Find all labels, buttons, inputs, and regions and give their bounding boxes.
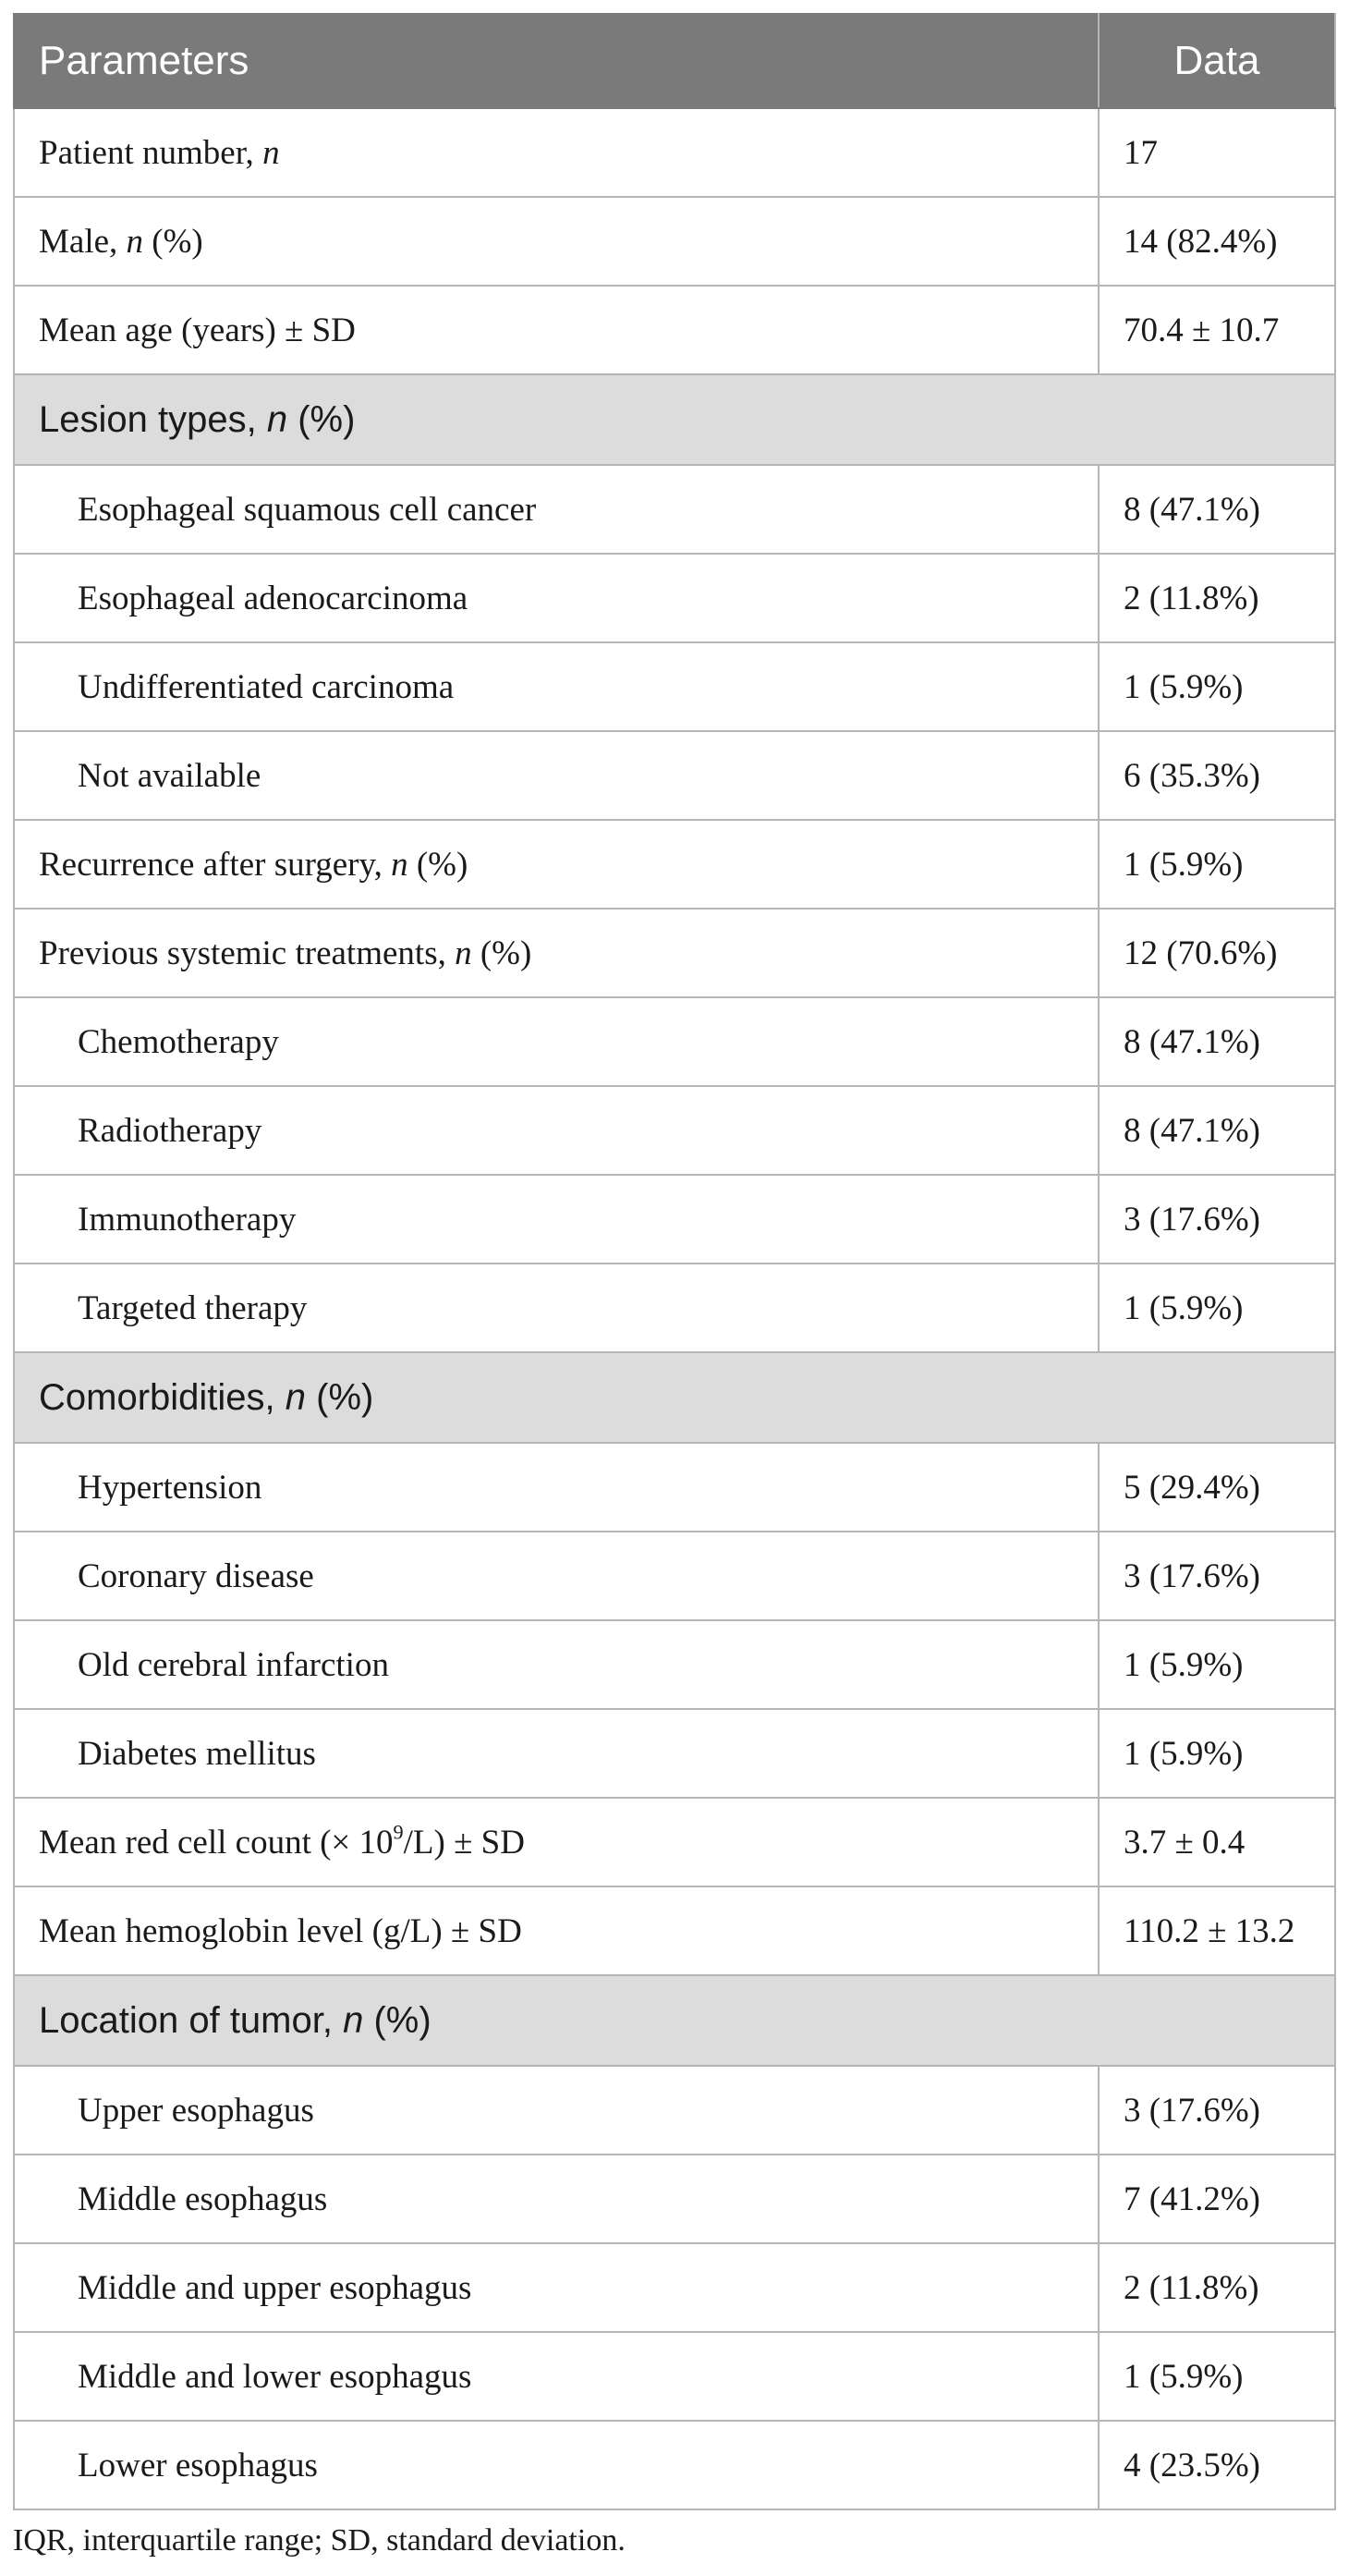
table-header: [14, 14, 1335, 108]
row-label: Mean age (years) ± SD: [14, 286, 1099, 374]
row-value: 1 (5.9%): [1099, 2332, 1335, 2421]
table-footnote: IQR, interquartile range; SD, standard deviation.: [13, 2523, 626, 2558]
row-value: 1 (5.9%): [1099, 820, 1335, 909]
row-label: Middle and lower esophagus: [14, 2332, 1099, 2421]
row-label: Not available: [14, 731, 1099, 820]
row-value: 7 (41.2%): [1099, 2155, 1335, 2243]
row-label: Diabetes mellitus: [14, 1709, 1099, 1798]
table-row: [14, 820, 1335, 909]
row-value: 3 (17.6%): [1099, 2066, 1335, 2155]
row-value: 3.7 ± 0.4: [1099, 1798, 1335, 1886]
row-label: Male, n (%): [14, 197, 1099, 286]
section-label: Lesion types, n (%): [14, 374, 1335, 465]
row-label: Radiotherapy: [14, 1086, 1099, 1175]
table-row: [14, 1620, 1335, 1709]
table-row: [14, 2155, 1335, 2243]
table-row: [14, 1443, 1335, 1532]
row-label: Mean hemoglobin level (g/L) ± SD: [14, 1886, 1099, 1975]
row-label: Middle esophagus: [14, 2155, 1099, 2243]
row-value: 4 (23.5%): [1099, 2421, 1335, 2509]
row-label: Recurrence after surgery, n (%): [14, 820, 1099, 909]
section-label: Location of tumor, n (%): [14, 1975, 1335, 2066]
table-row: [14, 2421, 1335, 2509]
row-value: 1 (5.9%): [1099, 1709, 1335, 1798]
table-row: [14, 197, 1335, 286]
row-value: 5 (29.4%): [1099, 1443, 1335, 1532]
table-row: [14, 731, 1335, 820]
row-label: Undifferentiated carcinoma: [14, 642, 1099, 731]
table-row: [14, 1264, 1335, 1352]
header-data: Data: [1099, 14, 1335, 108]
table-row: [14, 1886, 1335, 1975]
section-header-lesion-types: [14, 374, 1335, 465]
row-label: Coronary disease: [14, 1532, 1099, 1620]
row-label: Patient number, n: [14, 108, 1099, 197]
row-value: 8 (47.1%): [1099, 1086, 1335, 1175]
table-row: [14, 2243, 1335, 2332]
table-row: [14, 997, 1335, 1086]
characteristics-table: [13, 13, 1336, 2510]
table-row: [14, 1086, 1335, 1175]
row-value: 70.4 ± 10.7: [1099, 286, 1335, 374]
row-value: 6 (35.3%): [1099, 731, 1335, 820]
row-value: 3 (17.6%): [1099, 1532, 1335, 1620]
table-row: [14, 465, 1335, 554]
row-value: 1 (5.9%): [1099, 1620, 1335, 1709]
row-value: 8 (47.1%): [1099, 465, 1335, 554]
row-label: Previous systemic treatments, n (%): [14, 909, 1099, 997]
row-value: 110.2 ± 13.2: [1099, 1886, 1335, 1975]
row-label: Esophageal squamous cell cancer: [14, 465, 1099, 554]
table-row: [14, 108, 1335, 197]
table-row: [14, 1798, 1335, 1886]
table-row: [14, 286, 1335, 374]
table-row: [14, 2332, 1335, 2421]
row-value: 2 (11.8%): [1099, 554, 1335, 642]
row-label: Middle and upper esophagus: [14, 2243, 1099, 2332]
section-header-comorbidities: [14, 1352, 1335, 1443]
row-label: Mean red cell count (× $10^9/L$) ± SD: [14, 1798, 1099, 1886]
row-value: 1 (5.9%): [1099, 1264, 1335, 1352]
row-value: 17: [1099, 108, 1335, 197]
row-label: Chemotherapy: [14, 997, 1099, 1086]
row-value: 3 (17.6%): [1099, 1175, 1335, 1264]
row-value: 14 (82.4%): [1099, 197, 1335, 286]
header-parameters: Parameters: [14, 14, 1099, 108]
row-value: 1 (5.9%): [1099, 642, 1335, 731]
row-label: Upper esophagus: [14, 2066, 1099, 2155]
table-row: [14, 909, 1335, 997]
row-label: Targeted therapy: [14, 1264, 1099, 1352]
row-label: Esophageal adenocarcinoma: [14, 554, 1099, 642]
table-row: [14, 1532, 1335, 1620]
table-row: [14, 1175, 1335, 1264]
section-header-location: [14, 1975, 1335, 2066]
row-label: Lower esophagus: [14, 2421, 1099, 2509]
row-label: Hypertension: [14, 1443, 1099, 1532]
row-value: 12 (70.6%): [1099, 909, 1335, 997]
table-row: [14, 2066, 1335, 2155]
row-label: Old cerebral infarction: [14, 1620, 1099, 1709]
row-value: 2 (11.8%): [1099, 2243, 1335, 2332]
table-row: [14, 642, 1335, 731]
row-value: 8 (47.1%): [1099, 997, 1335, 1086]
row-label: Immunotherapy: [14, 1175, 1099, 1264]
table-row: [14, 1709, 1335, 1798]
table-row: [14, 554, 1335, 642]
section-label: Comorbidities, n (%): [14, 1352, 1335, 1443]
